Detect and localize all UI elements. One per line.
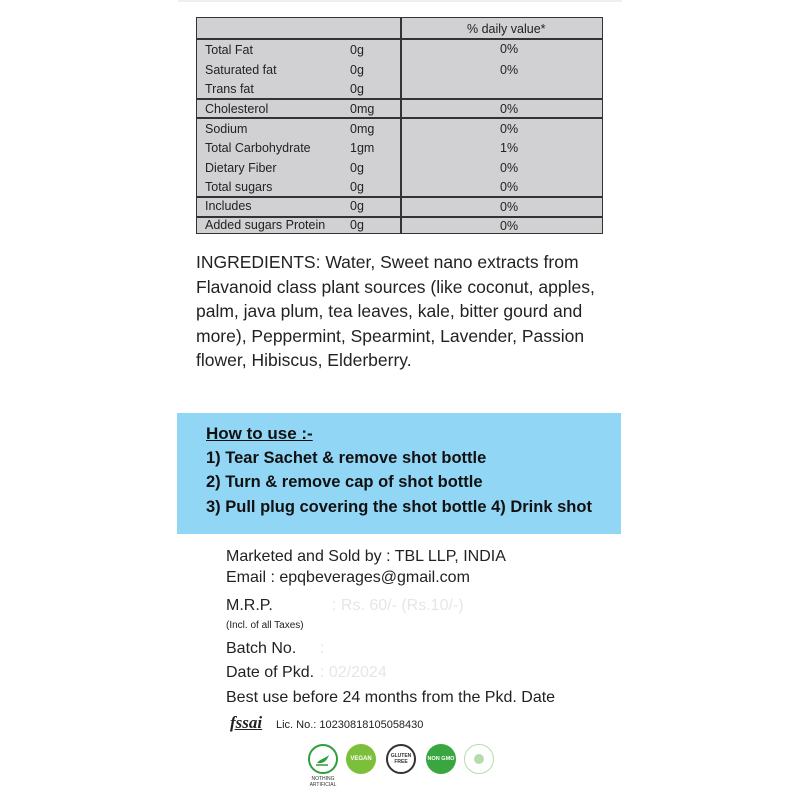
marketed-by: Marketed and Sold by : TBL LLP, INDIA (226, 548, 506, 565)
leaf-hand-icon (314, 750, 332, 768)
nutrient-daily-value: 0% (500, 63, 519, 77)
how-to-use-panel (177, 413, 621, 534)
column-divider (400, 18, 402, 233)
row-divider (197, 117, 602, 119)
daily-value-header: % daily value* (467, 22, 546, 36)
nutrient-daily-value: 0% (500, 42, 519, 56)
nutrient-daily-value: 1% (500, 141, 519, 155)
row-divider (197, 38, 602, 40)
nutrient-amount: 0mg (350, 102, 375, 116)
nutrient-name: Total Fat (205, 43, 253, 57)
date-label: Date of Pkd. (226, 664, 315, 681)
how-to-use-title: How to use :- (206, 424, 313, 443)
vegetarian-icon (464, 744, 494, 774)
how-to-use-step: 1) Tear Sachet & remove shot bottle (206, 449, 487, 467)
nutrient-amount: 0g (350, 82, 364, 96)
nutrient-name: Total sugars (205, 180, 273, 194)
vegetarian-dot (474, 754, 484, 764)
nutrition-table (196, 17, 603, 234)
taxes-note: (Incl. of all Taxes) (226, 620, 304, 631)
non-gmo-icon (426, 744, 456, 774)
vegan-icon (346, 744, 376, 774)
mrp-label: M.R.P. (226, 597, 273, 614)
nutrient-name: Total Carbohydrate (205, 141, 311, 155)
nutrient-amount: 0g (350, 218, 364, 232)
nutrient-amount: 0g (350, 63, 364, 77)
nutrient-daily-value: 0% (500, 122, 519, 136)
how-to-use-step: 3) Pull plug covering the shot bottle 4) Drink shot (206, 498, 592, 516)
nutrient-name: Added sugars Protein (205, 218, 326, 232)
nutrient-name: Saturated fat (205, 63, 277, 77)
nutrient-daily-value: 0% (500, 200, 519, 214)
license-number: Lic. No.: 10230818105058430 (276, 719, 424, 731)
badge-label: NOTHING ARTIFICIAL (309, 776, 337, 788)
nutrient-amount: 0g (350, 43, 364, 57)
nutrient-name: Cholesterol (205, 102, 269, 116)
nutrient-amount: 0g (350, 161, 364, 175)
batch-value: : (320, 640, 325, 657)
row-divider (197, 98, 602, 100)
best-before: Best use before 24 months from the Pkd. Date (226, 689, 556, 706)
row-divider (197, 196, 602, 198)
certification-badges (308, 744, 478, 794)
nutrient-daily-value: 0% (500, 219, 519, 233)
nutrient-daily-value: 0% (500, 102, 519, 116)
nutrient-amount: 0g (350, 199, 364, 213)
nutrient-amount: 0g (350, 180, 364, 194)
badge-text: GLUTEN FREE (390, 753, 412, 765)
badge-text: VEGAN (350, 756, 372, 762)
ingredients-text: INGREDIENTS: Water, Sweet nano extracts from Flavanoid class plant sources (like coconut, apples, palm, java plum, tea leaves, kale, bitter gourd and more), Peppermint, Spearmint, Lavender, Passion flower, Hibiscus, Elderberry. (196, 252, 595, 370)
nutrient-name: Includes (205, 199, 252, 213)
nutrient-name: Trans fat (205, 82, 254, 96)
mrp-value: : Rs. 60/- (Rs.10/-) (332, 597, 464, 614)
fssai-logo: fssai (230, 713, 263, 732)
email: Email : epqbeverages@gmail.com (226, 569, 470, 586)
nutrient-daily-value: 0% (500, 161, 519, 175)
gluten-free-icon (386, 744, 416, 774)
nutrient-daily-value: 0% (500, 180, 519, 194)
date-value: : 02/2024 (320, 664, 387, 681)
how-to-use-step: 2) Turn & remove cap of shot bottle (206, 473, 483, 491)
top-divider (178, 0, 622, 2)
nutrient-name: Sodium (205, 122, 248, 136)
batch-label: Batch No. (226, 640, 297, 657)
badge-text: NON GMO (427, 756, 455, 762)
nutrient-name: Dietary Fiber (205, 161, 277, 175)
nothing-artificial-icon (308, 744, 338, 774)
nutrient-amount: 0mg (350, 122, 375, 136)
nutrient-amount: 1gm (350, 141, 375, 155)
